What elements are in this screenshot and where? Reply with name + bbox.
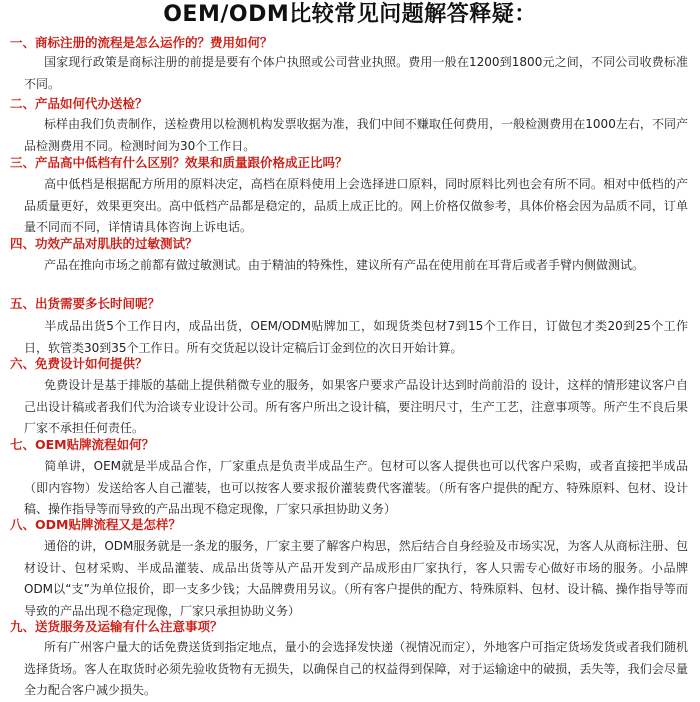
faq-answer-text: 简单讲，OEM就是半成品合作，厂家重点是负责半成品生产。包材可以客人提供也可以代客户采购，或者直接把半成品（即内容物）发送给客人自己灌装，也可以按客人要求报价灌装费代客灌装。（所有客户提供的配方、特殊原料、包材、设计稿、操作指导等而导致的产品出现不稳定现像，厂家只承担协助义务） (24, 459, 688, 516)
faq-question: 五、出货需要多长时间呢？ (10, 296, 161, 311)
faq-answer (24, 536, 688, 622)
faq-answer (24, 114, 688, 157)
faq-answer-text: 所有广州客户量大的话免费送货到指定地点，量小的会选择发快递（视情况而定），外地客户可指定货场发货或者我们随机选择货场。客人在取货时必须先验收货物有无损失，以确保自己的权益得到保障，对于运输途中的破损，丢失等，我们会尽量全力配合客户减少损失。 (24, 640, 688, 697)
faq-answer-text: 产品在推向市场之前都有做过敏测试。由于精油的特殊性，建议所有产品在使用前在耳背后或者手臂内侧做测试。 (44, 258, 645, 272)
faq-question: 七、OEM贴牌流程如何？ (10, 437, 155, 452)
page-title: OEM/ODM比较常见问题解答释疑： (163, 2, 537, 27)
faq-question: 六、免费设计如何提供？ (10, 356, 148, 371)
faq-answer-text: 半成品出货5个工作日内，成品出货，OEM/ODM贴牌加工，如现货类包材7到15个工作日，订做包才类20到25个工作日，软管类30到35个工作日。所有交货起以设计定稿后订金到位的次日开始计算。 (24, 319, 688, 355)
faq-question: 四、功效产品对肌肤的过敏测试？ (10, 236, 198, 251)
faq-answer-text: 通俗的讲，ODM服务就是一条龙的服务，厂家主要了解客户构思，然后结合自身经验及市场实况，为客人从商标注册、包材设计、包材采购、半成品灌装、成品出货等从产品开发到产品成形由厂家执行，客人只需专心做好市场的服务。小品牌ODM以“支”为单位报价，即一支多少钱；大品牌费用另议。（所有客户提供的配方、特殊原料、包材、设计稿、操作指导等而导致的产品出现不稳定现像，厂家只承担协助义务） (24, 539, 688, 618)
faq-question: 九、送货服务及运输有什么注意事项？ (10, 619, 223, 634)
faq-answer (24, 174, 688, 239)
faq-answer-text: 高中低档是根据配方所用的原料决定，高档在原料使用上会选择进口原料，同时原料比列也会有所不同。相对中低档的产品质量更好，效果更突出。高中低档产品都是稳定的，品质上成正比的。网上价格仅做参考，具体价格会因为品质不同，订单量不同而不同，详情请具体咨询上诉电话。 (24, 177, 688, 234)
faq-answer (24, 316, 688, 359)
faq-answer (24, 637, 688, 702)
faq-answer (24, 255, 688, 277)
faq-answer (24, 375, 688, 440)
faq-question: 三、产品高中低档有什么区别？效果和质量跟价格成正比吗？ (10, 155, 348, 170)
faq-answer-text: 标样由我们负责制作，送检费用以检测机构发票收据为准，我们中间不赚取任何费用，一般检测费用在1000左右，不同产品检测费用不同。检测时间为30个工作日。 (24, 117, 688, 153)
faq-answer-text: 国家现行政策是商标注册的前提是要有个体户执照或公司营业执照。费用一般在1200到1800元之间，不同公司收费标准不同。 (24, 55, 688, 91)
faq-question: 八、ODM贴牌流程又是怎样？ (10, 517, 181, 532)
faq-answer (24, 456, 688, 521)
faq-question: 二、产品如何代办送检？ (10, 96, 148, 111)
faq-answer-text: 免费设计是基于排版的基础上提供稍微专业的服务，如果客户要求产品设计达到时尚前沿的 设计，这样的情形建议客户自己出设计稿或者我们代为洽谈专业设计公司。所有客户所出之设计稿，要注明尺寸，生产工艺，注意事项等。所产生不良后果厂家不承担任何责任。 (24, 378, 688, 435)
faq-answer (24, 52, 688, 95)
faq-question: 一、商标注册的流程是怎么运作的？费用如何？ (10, 35, 273, 50)
